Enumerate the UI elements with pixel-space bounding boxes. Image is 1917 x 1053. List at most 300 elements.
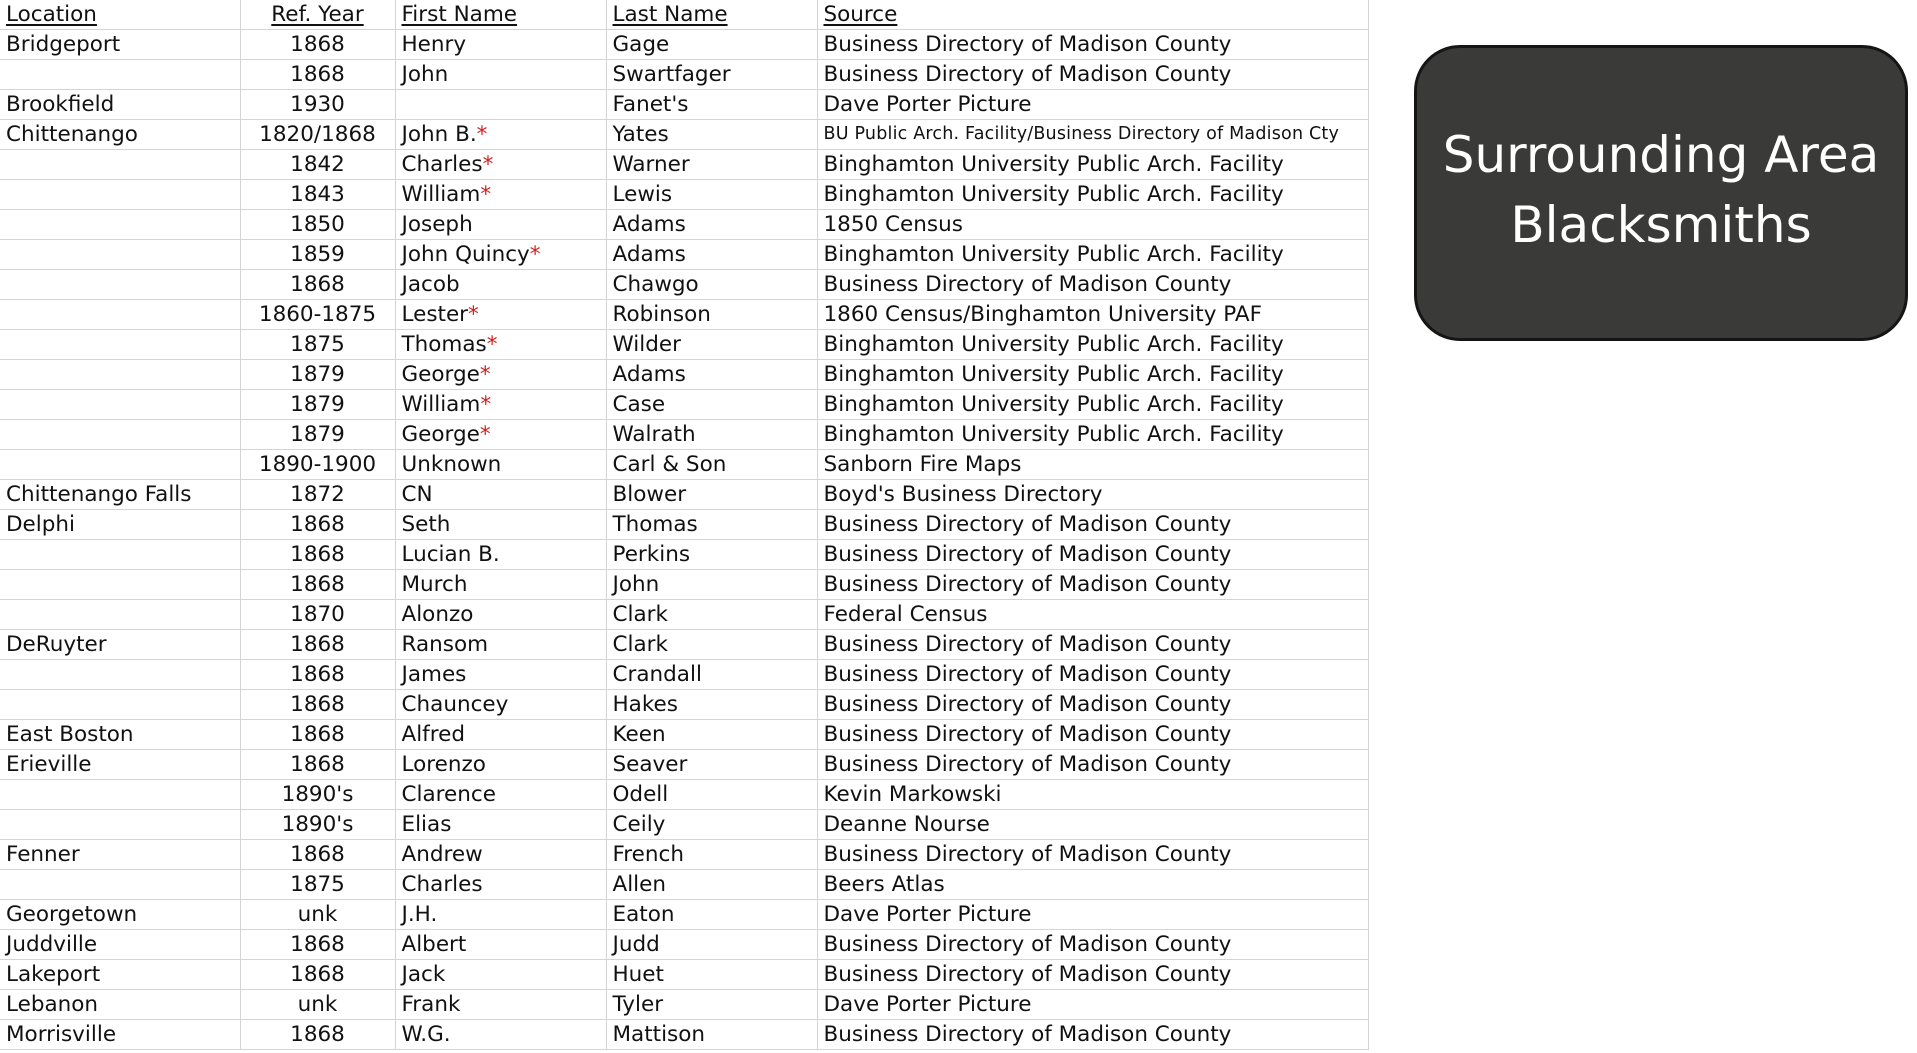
cell-first-name xyxy=(395,240,606,270)
cell-source-text: Sanborn Fire Maps xyxy=(823,452,1022,477)
cell-location xyxy=(0,930,240,960)
cell-last-name-text: French xyxy=(612,842,684,867)
cell-source-text: Business Directory of Madison County xyxy=(823,572,1232,597)
cell-first-name-text: John Quincy xyxy=(401,242,530,267)
cell-ref-year-text: 1870 xyxy=(290,602,345,627)
cell-last-name-text: Mattison xyxy=(612,1022,706,1047)
cell-location xyxy=(0,510,240,540)
cell-last-name xyxy=(606,180,817,210)
cell-first-name xyxy=(395,330,606,360)
cell-first-name xyxy=(395,510,606,540)
cell-ref-year-text: 1860-1875 xyxy=(258,302,377,327)
table-row xyxy=(0,450,1368,480)
cell-ref-year-text: 1859 xyxy=(290,242,345,267)
cell-last-name xyxy=(606,810,817,840)
asterisk-marker: * xyxy=(486,332,498,357)
cell-source xyxy=(817,840,1368,870)
cell-first-name-text: Frank xyxy=(401,992,461,1017)
cell-location xyxy=(0,180,240,210)
cell-source xyxy=(817,750,1368,780)
cell-source-text: Binghamton University Public Arch. Facility xyxy=(823,422,1284,447)
cell-source-text: Federal Census xyxy=(823,602,988,627)
cell-location-text: Chittenango Falls xyxy=(6,482,192,507)
cell-ref-year-text: 1843 xyxy=(290,182,345,207)
cell-ref-year xyxy=(240,120,395,150)
cell-ref-year-text: 1879 xyxy=(290,422,345,447)
table-row xyxy=(0,330,1368,360)
cell-last-name-text: Eaton xyxy=(612,902,675,927)
cell-last-name-text: Tyler xyxy=(612,992,664,1017)
cell-last-name-text: Allen xyxy=(612,872,667,897)
cell-ref-year-text: 1879 xyxy=(290,362,345,387)
cell-last-name xyxy=(606,930,817,960)
cell-last-name xyxy=(606,300,817,330)
cell-first-name xyxy=(395,990,606,1020)
cell-first-name xyxy=(395,900,606,930)
cell-ref-year xyxy=(240,510,395,540)
cell-first-name xyxy=(395,780,606,810)
header-row xyxy=(0,0,1368,30)
cell-first-name xyxy=(395,180,606,210)
asterisk-marker: * xyxy=(482,152,494,177)
cell-source-text: Business Directory of Madison County xyxy=(823,62,1232,87)
cell-ref-year xyxy=(240,840,395,870)
cell-location-text: Fenner xyxy=(6,842,80,867)
cell-first-name xyxy=(395,870,606,900)
cell-last-name-text: Carl & Son xyxy=(612,452,727,477)
cell-first-name-text: Ransom xyxy=(401,632,489,657)
cell-last-name-text: Seaver xyxy=(612,752,688,777)
cell-ref-year xyxy=(240,1020,395,1050)
cell-location-text: DeRuyter xyxy=(6,632,107,657)
cell-last-name-text: Huet xyxy=(612,962,664,987)
cell-ref-year-text: 1890's xyxy=(281,782,354,807)
cell-source-text: Dave Porter Picture xyxy=(823,992,1032,1017)
table-row xyxy=(0,90,1368,120)
cell-last-name xyxy=(606,510,817,540)
cell-ref-year xyxy=(240,570,395,600)
cell-first-name xyxy=(395,810,606,840)
table-row xyxy=(0,900,1368,930)
cell-first-name xyxy=(395,540,606,570)
table-body xyxy=(0,30,1368,1050)
cell-first-name-text: Elias xyxy=(401,812,452,837)
cell-first-name-text: Murch xyxy=(401,572,468,597)
cell-ref-year xyxy=(240,750,395,780)
cell-ref-year-text: 1875 xyxy=(290,332,345,357)
cell-location xyxy=(0,240,240,270)
cell-last-name-text: John xyxy=(612,572,660,597)
cell-ref-year-text: 1868 xyxy=(290,632,345,657)
cell-location xyxy=(0,90,240,120)
cell-source xyxy=(817,660,1368,690)
cell-ref-year xyxy=(240,420,395,450)
cell-source-text: Binghamton University Public Arch. Facility xyxy=(823,362,1284,387)
cell-location xyxy=(0,330,240,360)
table-row xyxy=(0,1020,1368,1050)
cell-first-name-text: J.H. xyxy=(401,902,438,927)
asterisk-marker: * xyxy=(479,362,491,387)
cell-source-text: Business Directory of Madison County xyxy=(823,32,1232,57)
cell-first-name-text: Jack xyxy=(401,962,446,987)
cell-first-name-text: Seth xyxy=(401,512,451,537)
table-row xyxy=(0,780,1368,810)
table-row xyxy=(0,630,1368,660)
cell-last-name-text: Odell xyxy=(612,782,669,807)
cell-first-name xyxy=(395,1020,606,1050)
cell-first-name-text: CN xyxy=(401,482,433,507)
cell-last-name xyxy=(606,720,817,750)
cell-last-name xyxy=(606,330,817,360)
cell-source-text: Dave Porter Picture xyxy=(823,92,1032,117)
cell-location-text: Bridgeport xyxy=(6,32,121,57)
cell-first-name xyxy=(395,390,606,420)
asterisk-marker: * xyxy=(480,182,492,207)
title-box xyxy=(1414,45,1908,341)
cell-ref-year-text: 1872 xyxy=(290,482,345,507)
cell-ref-year xyxy=(240,90,395,120)
cell-ref-year xyxy=(240,810,395,840)
cell-location xyxy=(0,360,240,390)
cell-source xyxy=(817,450,1368,480)
header-ref-year: Ref. Year xyxy=(240,0,395,30)
asterisk-marker: * xyxy=(468,302,479,327)
cell-first-name xyxy=(395,660,606,690)
cell-ref-year xyxy=(240,540,395,570)
cell-first-name-text: Albert xyxy=(401,932,467,957)
table-row xyxy=(0,240,1368,270)
cell-last-name-text: Adams xyxy=(612,362,686,387)
cell-location xyxy=(0,660,240,690)
cell-last-name xyxy=(606,570,817,600)
cell-source xyxy=(817,270,1368,300)
cell-source xyxy=(817,570,1368,600)
cell-last-name xyxy=(606,480,817,510)
cell-last-name xyxy=(606,900,817,930)
cell-last-name xyxy=(606,960,817,990)
cell-first-name xyxy=(395,450,606,480)
cell-source-text: Business Directory of Madison County xyxy=(823,662,1232,687)
cell-source-text: Deanne Nourse xyxy=(823,812,990,837)
cell-ref-year-text: 1868 xyxy=(290,662,345,687)
table-row xyxy=(0,570,1368,600)
cell-location xyxy=(0,750,240,780)
cell-last-name-text: Case xyxy=(612,392,666,417)
cell-ref-year xyxy=(240,270,395,300)
table-row xyxy=(0,660,1368,690)
cell-first-name-text: Jacob xyxy=(401,272,460,297)
cell-first-name-text: George xyxy=(401,422,480,447)
cell-last-name xyxy=(606,210,817,240)
cell-location xyxy=(0,690,240,720)
cell-first-name xyxy=(395,270,606,300)
cell-last-name-text: Thomas xyxy=(612,512,698,537)
cell-first-name-text: John xyxy=(401,62,449,87)
cell-source xyxy=(817,690,1368,720)
cell-last-name xyxy=(606,690,817,720)
cell-ref-year-text: 1930 xyxy=(290,92,345,117)
cell-last-name xyxy=(606,840,817,870)
cell-first-name-text: Thomas xyxy=(401,332,487,357)
cell-location-text: Delphi xyxy=(6,512,76,537)
cell-ref-year-text: 1890-1900 xyxy=(258,452,377,477)
cell-ref-year-text: 1842 xyxy=(290,152,345,177)
cell-ref-year xyxy=(240,210,395,240)
cell-source-text: 1850 Census xyxy=(823,212,963,237)
cell-ref-year xyxy=(240,480,395,510)
cell-source-text: Binghamton University Public Arch. Facility xyxy=(823,242,1284,267)
cell-location xyxy=(0,270,240,300)
cell-last-name-text: Keen xyxy=(612,722,666,747)
cell-source xyxy=(817,510,1368,540)
cell-first-name-text: Alfred xyxy=(401,722,465,747)
cell-location xyxy=(0,600,240,630)
cell-source-text: Business Directory of Madison County xyxy=(823,692,1232,717)
cell-last-name-text: Hakes xyxy=(612,692,678,717)
header-source: Source xyxy=(817,0,1368,30)
cell-source xyxy=(817,210,1368,240)
cell-location xyxy=(0,960,240,990)
cell-location-text: Georgetown xyxy=(6,902,138,927)
table-row xyxy=(0,60,1368,90)
cell-ref-year-text: 1868 xyxy=(290,722,345,747)
cell-last-name xyxy=(606,450,817,480)
cell-ref-year xyxy=(240,870,395,900)
cell-source xyxy=(817,240,1368,270)
cell-last-name xyxy=(606,660,817,690)
cell-ref-year-text: 1868 xyxy=(290,752,345,777)
cell-first-name xyxy=(395,30,606,60)
cell-last-name xyxy=(606,240,817,270)
cell-source xyxy=(817,150,1368,180)
cell-ref-year-text: 1875 xyxy=(290,872,345,897)
table-row xyxy=(0,510,1368,540)
cell-last-name-text: Clark xyxy=(612,602,668,627)
cell-ref-year-text: 1820/1868 xyxy=(259,122,376,147)
cell-ref-year xyxy=(240,660,395,690)
cell-source-text: Binghamton University Public Arch. Facility xyxy=(823,332,1284,357)
cell-ref-year-text: 1868 xyxy=(290,32,345,57)
cell-ref-year-text: 1868 xyxy=(290,62,345,87)
cell-source-text: Binghamton University Public Arch. Facility xyxy=(823,182,1284,207)
cell-first-name-text: Andrew xyxy=(401,842,483,867)
cell-first-name-text: Lorenzo xyxy=(401,752,486,777)
cell-source xyxy=(817,990,1368,1020)
cell-source xyxy=(817,90,1368,120)
cell-ref-year xyxy=(240,720,395,750)
cell-source-text: Business Directory of Madison County xyxy=(823,512,1232,537)
cell-location xyxy=(0,120,240,150)
table-row xyxy=(0,690,1368,720)
cell-last-name xyxy=(606,390,817,420)
header-last-name: Last Name xyxy=(606,0,817,30)
cell-source-text: Kevin Markowski xyxy=(823,782,1002,807)
cell-source xyxy=(817,120,1368,150)
cell-last-name xyxy=(606,30,817,60)
cell-location xyxy=(0,870,240,900)
table-row xyxy=(0,870,1368,900)
cell-last-name xyxy=(606,270,817,300)
cell-first-name-text: Clarence xyxy=(401,782,496,807)
cell-source xyxy=(817,900,1368,930)
cell-first-name xyxy=(395,840,606,870)
cell-ref-year xyxy=(240,690,395,720)
cell-ref-year-text: 1868 xyxy=(290,572,345,597)
cell-location xyxy=(0,1020,240,1050)
cell-location xyxy=(0,420,240,450)
cell-last-name-text: Walrath xyxy=(612,422,696,447)
cell-last-name-text: Crandall xyxy=(612,662,702,687)
cell-last-name-text: Warner xyxy=(612,152,690,177)
cell-last-name xyxy=(606,90,817,120)
cell-location-text: East Boston xyxy=(6,722,134,747)
cell-last-name-text: Perkins xyxy=(612,542,691,567)
cell-first-name-text: Charles xyxy=(401,152,483,177)
cell-first-name xyxy=(395,210,606,240)
cell-first-name-text: James xyxy=(401,662,467,687)
cell-location xyxy=(0,60,240,90)
cell-last-name xyxy=(606,1020,817,1050)
cell-ref-year xyxy=(240,60,395,90)
cell-first-name xyxy=(395,750,606,780)
cell-first-name-text: Charles xyxy=(401,872,483,897)
cell-source xyxy=(817,180,1368,210)
cell-last-name-text: Adams xyxy=(612,212,686,237)
cell-ref-year xyxy=(240,780,395,810)
cell-ref-year-text: 1850 xyxy=(290,212,345,237)
cell-source xyxy=(817,780,1368,810)
cell-last-name xyxy=(606,630,817,660)
cell-location xyxy=(0,810,240,840)
asterisk-marker: * xyxy=(479,422,491,447)
cell-ref-year xyxy=(240,150,395,180)
cell-last-name xyxy=(606,360,817,390)
table-row xyxy=(0,390,1368,420)
table-row xyxy=(0,270,1368,300)
cell-location xyxy=(0,150,240,180)
title-line-1: Surrounding Area xyxy=(1442,126,1880,184)
cell-first-name xyxy=(395,60,606,90)
table-row xyxy=(0,180,1368,210)
cell-source xyxy=(817,600,1368,630)
cell-last-name xyxy=(606,540,817,570)
cell-first-name xyxy=(395,630,606,660)
cell-location xyxy=(0,570,240,600)
table-row xyxy=(0,840,1368,870)
cell-last-name xyxy=(606,780,817,810)
cell-location xyxy=(0,30,240,60)
asterisk-marker: * xyxy=(476,122,488,147)
cell-first-name-text: Lester xyxy=(401,302,469,327)
cell-first-name xyxy=(395,420,606,450)
asterisk-marker: * xyxy=(529,242,541,267)
cell-first-name xyxy=(395,150,606,180)
cell-ref-year xyxy=(240,960,395,990)
cell-source xyxy=(817,330,1368,360)
cell-source-text: Business Directory of Madison County xyxy=(823,722,1232,747)
table-row xyxy=(0,360,1368,390)
cell-ref-year-text: 1868 xyxy=(290,272,345,297)
cell-location xyxy=(0,990,240,1020)
cell-first-name xyxy=(395,360,606,390)
cell-ref-year xyxy=(240,990,395,1020)
cell-ref-year-text: unk xyxy=(297,902,338,927)
cell-source xyxy=(817,930,1368,960)
cell-source xyxy=(817,720,1368,750)
cell-ref-year xyxy=(240,330,395,360)
table-row xyxy=(0,810,1368,840)
cell-location xyxy=(0,840,240,870)
cell-ref-year-text: 1868 xyxy=(290,542,345,567)
table-row xyxy=(0,750,1368,780)
cell-ref-year-text: 1868 xyxy=(290,1022,345,1047)
table-row xyxy=(0,420,1368,450)
cell-first-name-text: Alonzo xyxy=(401,602,474,627)
cell-source-text: Beers Atlas xyxy=(823,872,945,897)
cell-source-text: Binghamton University Public Arch. Facility xyxy=(823,392,1284,417)
table-row xyxy=(0,480,1368,510)
cell-location-text: Lakeport xyxy=(6,962,101,987)
cell-first-name-text: Unknown xyxy=(401,452,502,477)
cell-first-name xyxy=(395,690,606,720)
cell-last-name xyxy=(606,150,817,180)
cell-source xyxy=(817,870,1368,900)
cell-location xyxy=(0,900,240,930)
cell-first-name-text: William xyxy=(401,182,481,207)
cell-last-name-text: Blower xyxy=(612,482,687,507)
cell-first-name-text: George xyxy=(401,362,480,387)
cell-location-text: Erieville xyxy=(6,752,92,777)
table-row xyxy=(0,720,1368,750)
cell-last-name-text: Chawgo xyxy=(612,272,699,297)
cell-ref-year-text: 1868 xyxy=(290,932,345,957)
cell-location xyxy=(0,630,240,660)
cell-first-name xyxy=(395,480,606,510)
table-row xyxy=(0,960,1368,990)
cell-location-text: Brookfield xyxy=(6,92,115,117)
cell-ref-year-text: unk xyxy=(297,992,338,1017)
cell-last-name-text: Ceily xyxy=(612,812,666,837)
cell-source xyxy=(817,300,1368,330)
cell-ref-year xyxy=(240,900,395,930)
cell-source xyxy=(817,60,1368,90)
cell-ref-year xyxy=(240,450,395,480)
cell-first-name xyxy=(395,720,606,750)
cell-last-name-text: Wilder xyxy=(612,332,681,357)
cell-source-text: Business Directory of Madison County xyxy=(823,632,1232,657)
cell-source xyxy=(817,810,1368,840)
cell-source-text: Business Directory of Madison County xyxy=(823,1022,1232,1047)
table-row xyxy=(0,600,1368,630)
cell-source-text: Business Directory of Madison County xyxy=(823,272,1232,297)
cell-first-name xyxy=(395,930,606,960)
header-location: Location xyxy=(0,0,240,30)
cell-source xyxy=(817,480,1368,510)
cell-source-text: BU Public Arch. Facility/Business Directory of Madison Cty xyxy=(823,124,1340,144)
cell-source xyxy=(817,390,1368,420)
cell-last-name-text: Gage xyxy=(612,32,670,57)
cell-last-name xyxy=(606,420,817,450)
cell-last-name-text: Fanet's xyxy=(612,92,689,117)
cell-ref-year xyxy=(240,240,395,270)
cell-last-name xyxy=(606,600,817,630)
cell-last-name-text: Lewis xyxy=(612,182,673,207)
cell-source-text: 1860 Census/Binghamton University PAF xyxy=(823,302,1262,327)
cell-last-name-text: Robinson xyxy=(612,302,711,327)
cell-first-name xyxy=(395,90,606,120)
cell-location xyxy=(0,780,240,810)
cell-last-name xyxy=(606,750,817,780)
